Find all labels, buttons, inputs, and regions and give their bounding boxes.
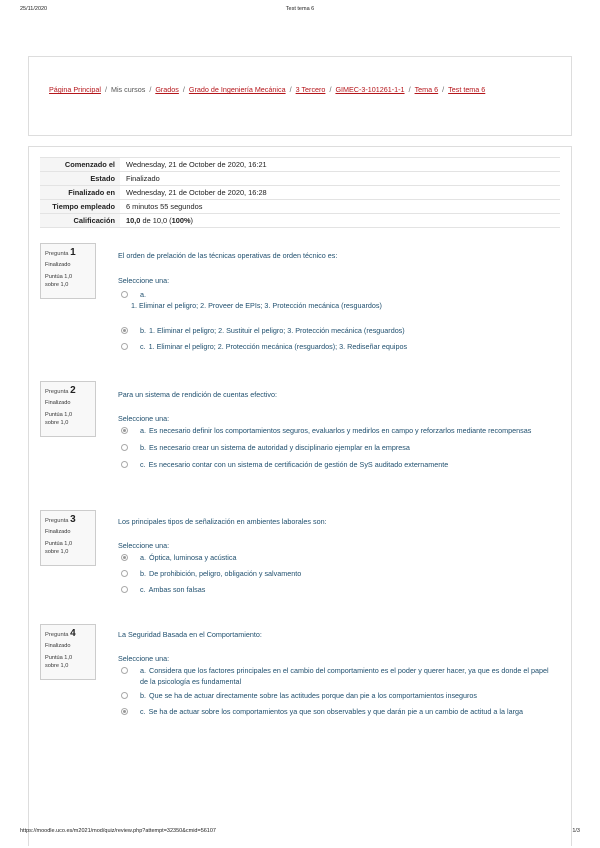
- answer-prompt: Seleccione una:: [118, 541, 170, 550]
- summary-value: Wednesday, 21 de October de 2020, 16:28: [120, 186, 560, 200]
- summary-label: Tiempo empleado: [40, 200, 120, 214]
- print-url: https://moodle.uco.es/m2021/mod/quiz/review.php?attempt=32350&cmid=56107: [20, 828, 216, 834]
- option-text: De prohibición, peligro, obligación y salvamento: [149, 569, 302, 578]
- radio-button[interactable]: [121, 570, 128, 577]
- answer-option[interactable]: b. 1. Eliminar el peligro; 2. Sustituir el peligro; 3. Protección mecánica (resguardos): [118, 325, 558, 336]
- breadcrumb-quiz[interactable]: Test tema 6: [448, 85, 486, 94]
- option-text: Considera que los factores principales en el cambio del comportamiento es el poder y querer hacer, ya que es donde el papel de la psicología es fundamental: [140, 666, 549, 686]
- summary-row: [40, 200, 560, 214]
- summary-row-grade: [40, 214, 560, 228]
- radio-button-selected[interactable]: [121, 427, 128, 434]
- question-grade: Puntúa 1,0 sobre 1,0: [45, 412, 73, 426]
- grade-end: ): [190, 216, 194, 225]
- question-grade: Puntúa 1,0 sobre 1,0: [45, 274, 73, 288]
- print-title: Test tema 6: [285, 6, 315, 12]
- question-content-3: [118, 517, 558, 595]
- radio-button[interactable]: [121, 461, 128, 468]
- breadcrumb: [49, 85, 485, 94]
- option-text: Es necesario contar con un sistema de certificación de gestión de SyS auditado externamente: [148, 460, 449, 469]
- breadcrumb-separator: /: [408, 85, 411, 94]
- answer-prompt: Seleccione una:: [118, 654, 170, 663]
- option-text: Ambas son falsas: [148, 585, 206, 594]
- grade-score: 10,0: [126, 216, 141, 225]
- print-date: 25/11/2020: [20, 6, 48, 12]
- question-content-1: [118, 251, 558, 352]
- question-number-value: 4: [70, 628, 76, 639]
- answer-option[interactable]: b. De prohibición, peligro, obligación y salvamento: [118, 568, 558, 579]
- attempt-summary-table: [40, 157, 560, 228]
- option-text: Es necesario definir los comportamientos seguros, evaluarlos y medirlos en campo y reforzarlos mediante recompensas: [149, 426, 532, 435]
- answer-option[interactable]: a. 1. Eliminar el peligro; 2. Proveer de EPIs; 3. Protección mecánica (resguardos): [118, 289, 558, 311]
- answer-prompt: Seleccione una:: [118, 276, 170, 285]
- answer-options: [118, 552, 558, 595]
- summary-label: Calificación: [40, 214, 120, 228]
- summary-label: Finalizado en: [40, 186, 120, 200]
- question-info-3: [40, 510, 96, 566]
- question-content-4: [118, 630, 558, 717]
- question-state: Finalizado: [45, 400, 71, 406]
- answer-option[interactable]: c. Es necesario contar con un sistema de certificación de gestión de SyS auditado externamente: [118, 459, 558, 470]
- radio-button-selected[interactable]: [121, 708, 128, 715]
- option-text: 1. Eliminar el peligro; 2. Sustituir el peligro; 3. Protección mecánica (resguardos): [149, 326, 405, 335]
- question-label: Pregunta: [45, 632, 69, 638]
- answer-option[interactable]: c. Ambas son falsas: [118, 584, 558, 595]
- question-info-1: [40, 243, 96, 299]
- answer-options: [118, 665, 558, 717]
- answer-option[interactable]: b. Es necesario crear un sistema de autoridad y disciplinario ejemplar en la empresa: [118, 442, 558, 453]
- radio-button[interactable]: [121, 586, 128, 593]
- question-state: Finalizado: [45, 643, 71, 649]
- option-text: 1. Eliminar el peligro; 2. Protección mecánica (resguardos); 3. Rediseñar equipos: [148, 342, 408, 351]
- question-state: Finalizado: [45, 529, 71, 535]
- summary-label: Comenzado el: [40, 158, 120, 172]
- summary-value: Finalizado: [120, 172, 560, 186]
- question-content-2: [118, 390, 558, 470]
- breadcrumb-year[interactable]: 3 Tercero: [295, 85, 326, 94]
- grade-of: de 10,0 (: [142, 216, 172, 225]
- answer-option[interactable]: c. Se ha de actuar sobre los comportamientos ya que son observables y que darán pie a un cambio de actitud a la larga: [118, 706, 558, 717]
- print-page-number: 1/3: [572, 828, 580, 834]
- radio-button[interactable]: [121, 343, 128, 350]
- question-grade: Puntúa 1,0 sobre 1,0: [45, 655, 73, 669]
- answer-option[interactable]: a. Considera que los factores principales en el cambio del comportamiento es el poder y querer hacer, ya que es donde el papel de la psicología es fundamental: [118, 665, 558, 687]
- summary-value: Wednesday, 21 de October de 2020, 16:21: [120, 158, 560, 172]
- option-text: Que se ha de actuar directamente sobre las actitudes porque dan pie a los comportamientos inseguros: [149, 691, 478, 700]
- question-number: [45, 247, 91, 258]
- option-text: Es necesario crear un sistema de autoridad y disciplinario ejemplar en la empresa: [149, 443, 410, 452]
- option-text: Óptica, luminosa y acústica: [149, 553, 237, 562]
- breadcrumb-card: [28, 56, 572, 136]
- summary-value: 6 minutos 55 segundos: [120, 200, 560, 214]
- print-footer: [20, 828, 580, 838]
- answer-options: [118, 425, 558, 470]
- breadcrumb-home[interactable]: Página Principal: [49, 85, 101, 94]
- print-header: [20, 6, 580, 16]
- question-number: [45, 385, 91, 396]
- radio-button[interactable]: [121, 291, 128, 298]
- breadcrumb-course[interactable]: GIMEC-3-101261-1-1: [335, 85, 405, 94]
- radio-button[interactable]: [121, 444, 128, 451]
- answer-options: [118, 289, 558, 352]
- summary-grade-value: [120, 214, 560, 228]
- question-text: Los principales tipos de señalización en ambientes laborales son:: [118, 517, 327, 526]
- question-label: Pregunta: [45, 518, 69, 524]
- radio-button[interactable]: [121, 692, 128, 699]
- breadcrumb-separator: /: [289, 85, 292, 94]
- question-label: Pregunta: [45, 389, 69, 395]
- answer-option[interactable]: c. 1. Eliminar el peligro; 2. Protección mecánica (resguardos); 3. Rediseñar equipos: [118, 341, 558, 352]
- question-text: El orden de prelación de las técnicas operativas de orden técnico es:: [118, 251, 338, 260]
- question-number: [45, 514, 91, 525]
- question-grade: Puntúa 1,0 sobre 1,0: [45, 541, 73, 555]
- option-text: Se ha de actuar sobre los comportamientos ya que son observables y que darán pie a un cambio de actitud a la larga: [148, 707, 523, 716]
- radio-button-selected[interactable]: [121, 327, 128, 334]
- question-text: Para un sistema de rendición de cuentas efectivo:: [118, 390, 278, 399]
- answer-option[interactable]: a. Es necesario definir los comportamientos seguros, evaluarlos y medirlos en campo y reforzarlos mediante recompensas: [118, 425, 558, 436]
- radio-button[interactable]: [121, 667, 128, 674]
- summary-row: [40, 158, 560, 172]
- summary-row: [40, 186, 560, 200]
- breadcrumb-my-courses: Mis cursos: [110, 85, 146, 94]
- answer-option[interactable]: b. Que se ha de actuar directamente sobre las actitudes porque dan pie a los comportamientos inseguros: [118, 690, 558, 701]
- breadcrumb-degree[interactable]: Grado de Ingeniería Mecánica: [188, 85, 286, 94]
- radio-button-selected[interactable]: [121, 554, 128, 561]
- question-text: La Seguridad Basada en el Comportamiento:: [118, 630, 262, 639]
- breadcrumb-separator: /: [149, 85, 152, 94]
- breadcrumb-separator: /: [329, 85, 332, 94]
- answer-option[interactable]: a. Óptica, luminosa y acústica: [118, 552, 558, 563]
- breadcrumb-separator: /: [182, 85, 185, 94]
- answer-prompt: Seleccione una:: [118, 414, 170, 423]
- question-number-value: 1: [70, 247, 76, 258]
- breadcrumb-topic[interactable]: Tema 6: [414, 85, 439, 94]
- option-text: 1. Eliminar el peligro; 2. Proveer de EPIs; 3. Protección mecánica (resguardos): [131, 301, 382, 310]
- question-number-value: 3: [70, 514, 76, 525]
- question-number: [45, 628, 91, 639]
- summary-row: [40, 172, 560, 186]
- question-label: Pregunta: [45, 251, 69, 257]
- breadcrumb-grados[interactable]: Grados: [155, 85, 179, 94]
- question-info-2: [40, 381, 96, 437]
- question-info-4: [40, 624, 96, 680]
- question-number-value: 2: [70, 385, 76, 396]
- question-state: Finalizado: [45, 262, 71, 268]
- summary-label: Estado: [40, 172, 120, 186]
- breadcrumb-separator: /: [442, 85, 445, 94]
- grade-percent: 100%: [171, 216, 191, 225]
- breadcrumb-separator: /: [104, 85, 107, 94]
